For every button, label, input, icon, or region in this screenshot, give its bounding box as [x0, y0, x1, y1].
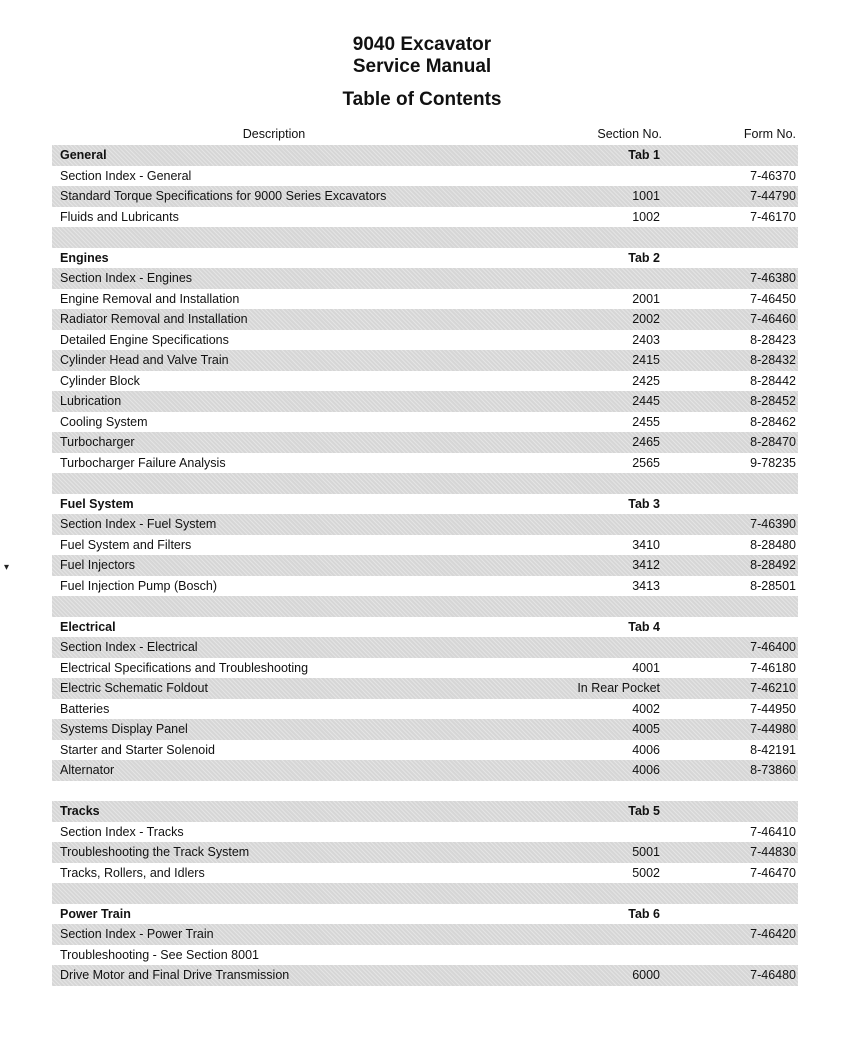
table-row: [52, 822, 798, 843]
margin-mark: ▾: [4, 562, 10, 573]
row-description: Section Index - Engines: [60, 271, 193, 285]
table-row: [52, 453, 798, 474]
section-header-row: [52, 904, 798, 925]
column-headers: [52, 127, 798, 145]
spacer-row: [52, 596, 798, 617]
row-description: Standard Torque Specifications for 9000 Series Excavators: [60, 189, 387, 203]
row-form-number: 8-73860: [750, 763, 796, 777]
row-description: Turbocharger: [60, 435, 135, 449]
table-row: [52, 432, 798, 453]
table-row: [52, 391, 798, 412]
row-form-number: 8-28432: [750, 353, 796, 367]
header-form: Form No.: [743, 127, 796, 141]
row-section-number: 3412: [632, 558, 660, 572]
row-description: Troubleshooting the Track System: [60, 845, 250, 859]
row-description: Systems Display Panel: [60, 722, 188, 736]
row-section-number: 2001: [632, 291, 660, 306]
row-section-number: Tab 5: [628, 804, 660, 818]
row-form-number: 7-44980: [750, 722, 796, 736]
section-header-row: [52, 617, 798, 638]
row-section-number: 1001: [632, 189, 660, 203]
row-description: Section Index - Power Train: [60, 927, 214, 941]
row-form-number: 7-44790: [750, 189, 796, 203]
row-form-number: 7-46380: [750, 271, 796, 285]
row-description: Fuel System and Filters: [60, 537, 192, 552]
table-row: [52, 535, 798, 556]
row-description: Fuel Injection Pump (Bosch): [60, 578, 218, 593]
section-header-row: [52, 248, 798, 269]
table-row: [52, 330, 798, 351]
toc-table: [52, 145, 798, 986]
table-row: [52, 637, 798, 658]
section-header-row: [52, 494, 798, 515]
section-header-row: [52, 801, 798, 822]
row-description: Drive Motor and Final Drive Transmission: [60, 968, 290, 982]
table-row: [52, 678, 798, 699]
header-description: Description: [242, 127, 306, 141]
row-description: Power Train: [60, 906, 131, 921]
row-section-number: 2465: [632, 435, 660, 449]
row-description: Cylinder Block: [60, 373, 140, 388]
table-row: [52, 924, 798, 945]
row-description: Section Index - Fuel System: [60, 517, 217, 531]
row-description: Section Index - Tracks: [60, 824, 184, 839]
table-row: [52, 842, 798, 863]
table-row: [52, 576, 798, 597]
row-description: Engines: [60, 250, 109, 265]
table-row: [52, 945, 798, 966]
row-description: Fuel Injectors: [60, 558, 136, 572]
row-section-number: 6000: [632, 968, 660, 982]
row-description: Electric Schematic Foldout: [60, 681, 208, 695]
row-description: Engine Removal and Installation: [60, 291, 240, 306]
row-description: Alternator: [60, 763, 115, 777]
row-description: General: [60, 148, 107, 162]
row-form-number: 8-28452: [750, 394, 796, 408]
row-form-number: 7-46170: [750, 209, 796, 224]
row-form-number: 8-28492: [750, 558, 796, 572]
row-section-number: 2445: [632, 394, 660, 408]
row-description: Radiator Removal and Installation: [60, 312, 248, 326]
row-form-number: 8-28423: [750, 332, 796, 347]
row-form-number: 8-28480: [750, 537, 796, 552]
row-form-number: 8-42191: [750, 742, 796, 757]
row-section-number: 4002: [632, 701, 660, 716]
row-description: Detailed Engine Specifications: [60, 332, 229, 347]
row-section-number: 2403: [632, 332, 660, 347]
table-row: [52, 166, 798, 187]
row-description: Section Index - General: [60, 168, 192, 183]
row-description: Tracks, Rollers, and Idlers: [60, 865, 205, 880]
table-row: [52, 740, 798, 761]
table-row: [52, 186, 798, 207]
row-section-number: 4001: [632, 660, 660, 675]
table-row: [52, 514, 798, 535]
row-description: Electrical: [60, 619, 116, 634]
spacer-row: [52, 473, 798, 494]
spacer-row: [52, 227, 798, 248]
header-section: Section No.: [597, 127, 662, 141]
row-description: Fuel System: [60, 496, 134, 511]
title-line-1: 9040 Excavator: [352, 34, 492, 55]
row-section-number: 2425: [632, 373, 660, 388]
row-form-number: 7-46410: [750, 824, 796, 839]
table-row: [52, 699, 798, 720]
row-section-number: Tab 3: [628, 496, 660, 511]
row-form-number: 7-46390: [750, 517, 796, 531]
row-description: Lubrication: [60, 394, 122, 408]
row-form-number: 7-46450: [750, 291, 796, 306]
table-row: [52, 309, 798, 330]
row-description: Cylinder Head and Valve Train: [60, 353, 229, 367]
table-row: [52, 268, 798, 289]
row-section-number: Tab 1: [628, 148, 660, 162]
row-form-number: 7-46460: [750, 312, 796, 326]
table-row: [52, 965, 798, 986]
table-row: [52, 371, 798, 392]
row-form-number: 8-28470: [750, 435, 796, 449]
row-section-number: 4006: [632, 742, 660, 757]
row-form-number: 7-46420: [750, 927, 796, 941]
row-description: Fluids and Lubricants: [60, 209, 179, 224]
row-form-number: 7-46470: [750, 865, 796, 880]
row-description: Cooling System: [60, 414, 148, 429]
row-description: Turbocharger Failure Analysis: [60, 455, 226, 470]
row-section-number: 2565: [632, 455, 660, 470]
row-section-number: 1002: [632, 209, 660, 224]
row-section-number: 2415: [632, 353, 660, 367]
row-form-number: 7-46370: [750, 168, 796, 183]
row-form-number: 8-28501: [750, 578, 796, 593]
row-form-number: 7-46210: [750, 681, 796, 695]
table-row: [52, 555, 798, 576]
row-form-number: 8-28442: [750, 373, 796, 388]
row-section-number: 5001: [632, 845, 660, 859]
row-form-number: 7-44830: [750, 845, 796, 859]
toc-heading: Table of Contents: [342, 89, 502, 110]
table-row: [52, 719, 798, 740]
row-description: Section Index - Electrical: [60, 640, 198, 654]
row-description: Batteries: [60, 701, 110, 716]
row-section-number: In Rear Pocket: [577, 681, 660, 695]
spacer-row: [52, 883, 798, 904]
row-description: Electrical Specifications and Troubleshooting: [60, 660, 309, 675]
row-form-number: 7-46480: [750, 968, 796, 982]
row-section-number: Tab 6: [628, 906, 660, 921]
table-row: [52, 412, 798, 433]
row-form-number: 8-28462: [750, 414, 796, 429]
row-form-number: 7-46400: [750, 640, 796, 654]
title-line-2: Service Manual: [352, 56, 492, 77]
row-section-number: 4005: [632, 722, 660, 736]
row-section-number: 3410: [632, 537, 660, 552]
manual-title: [0, 34, 844, 78]
row-form-number: 7-46180: [750, 660, 796, 675]
row-description: Troubleshooting - See Section 8001: [60, 947, 259, 962]
row-section-number: 5002: [632, 865, 660, 880]
row-section-number: Tab 2: [628, 250, 660, 265]
row-form-number: 9-78235: [750, 455, 796, 470]
section-header-row: [52, 145, 798, 166]
table-row: [52, 760, 798, 781]
table-row: [52, 658, 798, 679]
row-form-number: 7-44950: [750, 701, 796, 716]
row-description: Tracks: [60, 804, 100, 818]
table-row: [52, 289, 798, 310]
table-row: [52, 863, 798, 884]
row-section-number: 2002: [632, 312, 660, 326]
row-section-number: Tab 4: [628, 619, 660, 634]
row-section-number: 2455: [632, 414, 660, 429]
row-section-number: 3413: [632, 578, 660, 593]
table-row: [52, 350, 798, 371]
spacer-row: [52, 781, 798, 802]
row-section-number: 4006: [632, 763, 660, 777]
row-description: Starter and Starter Solenoid: [60, 742, 215, 757]
table-row: [52, 207, 798, 228]
